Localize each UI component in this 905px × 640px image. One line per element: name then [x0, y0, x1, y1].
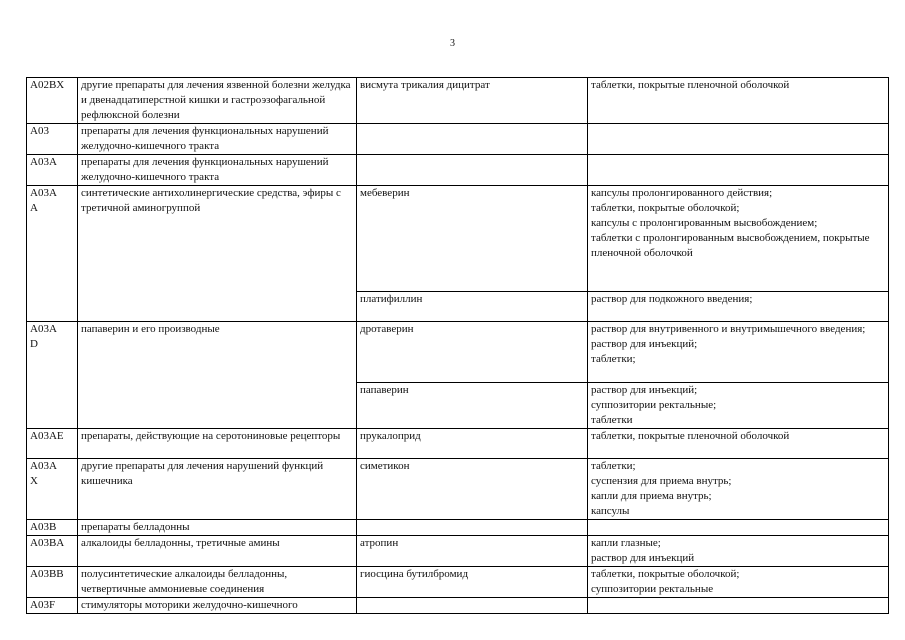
dosage-form-cell: раствор для инъекций; суппозитории ректальные; таблетки [588, 383, 889, 429]
table-row [27, 155, 889, 186]
drug-name-cell [357, 155, 588, 186]
drug-name-cell [357, 520, 588, 536]
dosage-form-cell: капли глазные; раствор для инъекций [588, 536, 889, 567]
table-row [27, 598, 889, 614]
group-name-cell: алкалоиды белладонны, третичные амины [78, 536, 357, 567]
dosage-form-cell: капсулы пролонгированного действия; таблетки, покрытые оболочкой; капсулы с пролонгированным высвобождением; таблетки с пролонгированным высвобождением, покрытые пленочной оболочкой [588, 186, 889, 292]
atc-code-cell: A03AE [27, 429, 78, 459]
atc-code-cell: A03A [27, 155, 78, 186]
drug-name-cell: мебеверин [357, 186, 588, 292]
atc-code-cell: A03BB [27, 567, 78, 598]
drug-name-cell: прукалоприд [357, 429, 588, 459]
group-name-cell: папаверин и его производные [78, 322, 357, 429]
drug-name-cell [357, 124, 588, 155]
table-row [27, 429, 889, 459]
group-name-cell: препараты для лечения функциональных нарушений желудочно-кишечного тракта [78, 155, 357, 186]
drug-name-cell: симетикон [357, 459, 588, 520]
drug-name-cell: платифиллин [357, 292, 588, 322]
group-name-cell: стимуляторы моторики желудочно-кишечного [78, 598, 357, 614]
group-name-cell: препараты, действующие на серотониновые рецепторы [78, 429, 357, 459]
dosage-form-cell: раствор для подкожного введения; [588, 292, 889, 322]
table-row [27, 567, 889, 598]
atc-code-cell: A03A X [27, 459, 78, 520]
group-name-cell: препараты белладонны [78, 520, 357, 536]
table-row [27, 78, 889, 124]
dosage-form-cell: таблетки, покрытые пленочной оболочкой [588, 429, 889, 459]
group-name-cell: другие препараты для лечения нарушений функций кишечника [78, 459, 357, 520]
group-name-cell: полусинтетические алкалоиды белладонны, четвертичные аммониевые соединения [78, 567, 357, 598]
dosage-form-cell: таблетки, покрытые пленочной оболочкой [588, 78, 889, 124]
atc-code-cell: A03BA [27, 536, 78, 567]
drug-name-cell: дротаверин [357, 322, 588, 383]
drug-name-cell: висмута трикалия дицитрат [357, 78, 588, 124]
table-row [27, 520, 889, 536]
drug-name-cell [357, 598, 588, 614]
table-row [27, 124, 889, 155]
drug-name-cell: гиосцина бутилбромид [357, 567, 588, 598]
atc-code-cell: A03F [27, 598, 78, 614]
dosage-form-cell [588, 520, 889, 536]
dosage-form-cell [588, 598, 889, 614]
dosage-form-cell [588, 155, 889, 186]
dosage-form-cell [588, 124, 889, 155]
group-name-cell: препараты для лечения функциональных нарушений желудочно-кишечного тракта [78, 124, 357, 155]
table-row [27, 459, 889, 520]
page-number: 3 [450, 38, 455, 49]
table-row [27, 322, 889, 383]
drug-name-cell: атропин [357, 536, 588, 567]
table-row [27, 536, 889, 567]
group-name-cell: другие препараты для лечения язвенной болезни желудка и двенадцатиперстной кишки и гастроэзофагальной рефлюксной болезни [78, 78, 357, 124]
dosage-form-cell: таблетки; суспензия для приема внутрь; капли для приема внутрь; капсулы [588, 459, 889, 520]
table-row [27, 186, 889, 292]
atc-code-cell: A03B [27, 520, 78, 536]
drug-classification-table [26, 77, 889, 614]
atc-code-cell: A03A D [27, 322, 78, 429]
dosage-form-cell: раствор для внутривенного и внутримышечного введения; раствор для инъекций; таблетки; [588, 322, 889, 383]
group-name-cell: синтетические антихолинергические средства, эфиры с третичной аминогруппой [78, 186, 357, 322]
dosage-form-cell: таблетки, покрытые оболочкой; суппозитории ректальные [588, 567, 889, 598]
atc-code-cell: A02BX [27, 78, 78, 124]
atc-code-cell: A03 [27, 124, 78, 155]
atc-code-cell: A03A A [27, 186, 78, 322]
drug-name-cell: папаверин [357, 383, 588, 429]
